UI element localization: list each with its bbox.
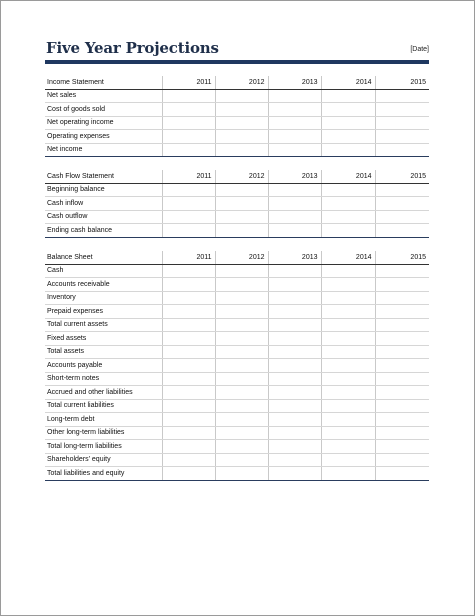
value-cell[interactable] (375, 386, 429, 400)
value-cell[interactable] (162, 291, 215, 305)
value-cell[interactable] (162, 399, 215, 413)
value-cell[interactable] (268, 440, 321, 454)
row-label: Other long-term liabilities (45, 426, 162, 440)
value-cell[interactable] (375, 345, 429, 359)
value-cell[interactable] (215, 130, 268, 144)
value-cell[interactable] (321, 130, 375, 144)
value-cell[interactable] (162, 89, 215, 103)
value-cell[interactable] (162, 426, 215, 440)
value-cell[interactable] (375, 318, 429, 332)
value-cell[interactable] (375, 130, 429, 144)
table-row (45, 453, 429, 467)
value-cell[interactable] (268, 305, 321, 319)
table-row (45, 183, 429, 197)
table-row (45, 413, 429, 427)
value-cell[interactable] (321, 305, 375, 319)
value-cell[interactable] (162, 359, 215, 373)
year-header: 2011 (162, 251, 215, 264)
value-cell[interactable] (321, 372, 375, 386)
value-cell[interactable] (268, 426, 321, 440)
table-row (45, 399, 429, 413)
value-cell[interactable] (321, 467, 375, 481)
value-cell[interactable] (215, 197, 268, 211)
table-header-row (45, 170, 429, 183)
income-statement-table (45, 76, 429, 157)
page-title: Five Year Projections (46, 39, 219, 57)
balance-sheet-table (45, 251, 429, 481)
row-label: Total liabilities and equity (45, 467, 162, 481)
value-cell[interactable] (162, 116, 215, 130)
value-cell[interactable] (215, 224, 268, 238)
table-row (45, 386, 429, 400)
table-row (45, 278, 429, 292)
value-cell[interactable] (162, 453, 215, 467)
value-cell[interactable] (215, 426, 268, 440)
year-header: 2013 (268, 76, 321, 89)
row-label: Cost of goods sold (45, 103, 162, 117)
row-label: Total long-term liabilities (45, 440, 162, 454)
row-label: Cash (45, 264, 162, 278)
row-label: Cash outflow (45, 210, 162, 224)
table-row (45, 197, 429, 211)
value-cell[interactable] (375, 359, 429, 373)
value-cell[interactable] (375, 291, 429, 305)
value-cell[interactable] (215, 210, 268, 224)
value-cell[interactable] (215, 89, 268, 103)
table-row (45, 305, 429, 319)
year-header: 2015 (375, 76, 429, 89)
value-cell[interactable] (215, 291, 268, 305)
value-cell[interactable] (268, 197, 321, 211)
value-cell[interactable] (162, 143, 215, 157)
row-label: Inventory (45, 291, 162, 305)
table-row (45, 103, 429, 117)
value-cell[interactable] (215, 359, 268, 373)
value-cell[interactable] (268, 318, 321, 332)
row-label: Total assets (45, 345, 162, 359)
value-cell[interactable] (375, 413, 429, 427)
value-cell[interactable] (375, 143, 429, 157)
value-cell[interactable] (375, 103, 429, 117)
value-cell[interactable] (321, 345, 375, 359)
value-cell[interactable] (162, 372, 215, 386)
row-label: Shareholders' equity (45, 453, 162, 467)
value-cell[interactable] (162, 103, 215, 117)
value-cell[interactable] (162, 264, 215, 278)
value-cell[interactable] (162, 197, 215, 211)
section-heading: Cash Flow Statement (45, 170, 162, 183)
value-cell[interactable] (375, 453, 429, 467)
value-cell[interactable] (321, 278, 375, 292)
table-row (45, 224, 429, 238)
value-cell[interactable] (268, 183, 321, 197)
table-row (45, 359, 429, 373)
table-row (45, 426, 429, 440)
value-cell[interactable] (215, 305, 268, 319)
row-label: Ending cash balance (45, 224, 162, 238)
row-label: Cash inflow (45, 197, 162, 211)
row-label: Fixed assets (45, 332, 162, 346)
value-cell[interactable] (268, 386, 321, 400)
value-cell[interactable] (321, 440, 375, 454)
value-cell[interactable] (268, 399, 321, 413)
table-row (45, 264, 429, 278)
value-cell[interactable] (268, 453, 321, 467)
value-cell[interactable] (215, 413, 268, 427)
table-header-row (45, 251, 429, 264)
row-label: Beginning balance (45, 183, 162, 197)
value-cell[interactable] (375, 116, 429, 130)
value-cell[interactable] (268, 332, 321, 346)
value-cell[interactable] (375, 372, 429, 386)
value-cell[interactable] (321, 359, 375, 373)
year-header: 2014 (321, 170, 375, 183)
table-row (45, 291, 429, 305)
year-header: 2013 (268, 251, 321, 264)
table-row (45, 130, 429, 144)
table-row (45, 440, 429, 454)
title-rule (45, 60, 429, 64)
value-cell[interactable] (321, 183, 375, 197)
year-header: 2012 (215, 170, 268, 183)
table-row (45, 345, 429, 359)
value-cell[interactable] (268, 89, 321, 103)
value-cell[interactable] (268, 291, 321, 305)
row-label: Short-term notes (45, 372, 162, 386)
row-label: Accrued and other liabilities (45, 386, 162, 400)
row-label: Net income (45, 143, 162, 157)
value-cell[interactable] (215, 332, 268, 346)
value-cell[interactable] (268, 224, 321, 238)
cash-flow-table (45, 170, 429, 238)
value-cell[interactable] (162, 332, 215, 346)
value-cell[interactable] (162, 386, 215, 400)
row-label: Accounts payable (45, 359, 162, 373)
value-cell[interactable] (268, 116, 321, 130)
value-cell[interactable] (268, 210, 321, 224)
value-cell[interactable] (375, 332, 429, 346)
value-cell[interactable] (321, 103, 375, 117)
value-cell[interactable] (268, 345, 321, 359)
value-cell[interactable] (321, 89, 375, 103)
value-cell[interactable] (162, 210, 215, 224)
year-header: 2012 (215, 76, 268, 89)
year-header: 2015 (375, 170, 429, 183)
value-cell[interactable] (321, 291, 375, 305)
value-cell[interactable] (162, 440, 215, 454)
value-cell[interactable] (162, 345, 215, 359)
value-cell[interactable] (375, 264, 429, 278)
value-cell[interactable] (268, 143, 321, 157)
value-cell[interactable] (215, 386, 268, 400)
value-cell[interactable] (375, 224, 429, 238)
row-label: Total current liabilities (45, 399, 162, 413)
value-cell[interactable] (375, 197, 429, 211)
value-cell[interactable] (268, 359, 321, 373)
value-cell[interactable] (215, 453, 268, 467)
value-cell[interactable] (375, 210, 429, 224)
table-header-row (45, 76, 429, 89)
value-cell[interactable] (375, 305, 429, 319)
row-label: Prepaid expenses (45, 305, 162, 319)
value-cell[interactable] (321, 332, 375, 346)
value-cell[interactable] (321, 318, 375, 332)
page-header (45, 39, 429, 61)
year-header: 2011 (162, 76, 215, 89)
value-cell[interactable] (268, 130, 321, 144)
value-cell[interactable] (215, 345, 268, 359)
value-cell[interactable] (162, 413, 215, 427)
value-cell[interactable] (215, 183, 268, 197)
row-label: Operating expenses (45, 130, 162, 144)
value-cell[interactable] (375, 440, 429, 454)
value-cell[interactable] (268, 278, 321, 292)
section-heading: Balance Sheet (45, 251, 162, 264)
value-cell[interactable] (375, 89, 429, 103)
table-row (45, 210, 429, 224)
value-cell[interactable] (215, 103, 268, 117)
value-cell[interactable] (215, 318, 268, 332)
year-header: 2015 (375, 251, 429, 264)
value-cell[interactable] (215, 278, 268, 292)
value-cell[interactable] (321, 426, 375, 440)
value-cell[interactable] (268, 467, 321, 481)
value-cell[interactable] (375, 399, 429, 413)
row-label: Long-term debt (45, 413, 162, 427)
row-label: Net operating income (45, 116, 162, 130)
table-row (45, 467, 429, 481)
value-cell[interactable] (162, 305, 215, 319)
value-cell[interactable] (268, 413, 321, 427)
year-header: 2013 (268, 170, 321, 183)
value-cell[interactable] (268, 264, 321, 278)
value-cell[interactable] (321, 453, 375, 467)
value-cell[interactable] (162, 130, 215, 144)
value-cell[interactable] (162, 278, 215, 292)
value-cell[interactable] (321, 224, 375, 238)
year-header: 2012 (215, 251, 268, 264)
value-cell[interactable] (375, 183, 429, 197)
value-cell[interactable] (321, 386, 375, 400)
value-cell[interactable] (215, 399, 268, 413)
value-cell[interactable] (321, 264, 375, 278)
row-label: Accounts receivable (45, 278, 162, 292)
value-cell[interactable] (375, 426, 429, 440)
value-cell[interactable] (162, 318, 215, 332)
value-cell[interactable] (162, 224, 215, 238)
section-heading: Income Statement (45, 76, 162, 89)
value-cell[interactable] (268, 103, 321, 117)
value-cell[interactable] (162, 467, 215, 481)
value-cell[interactable] (375, 278, 429, 292)
table-row (45, 332, 429, 346)
value-cell[interactable] (215, 143, 268, 157)
value-cell[interactable] (162, 183, 215, 197)
value-cell[interactable] (215, 467, 268, 481)
table-row (45, 89, 429, 103)
table-row (45, 143, 429, 157)
value-cell[interactable] (375, 467, 429, 481)
table-row (45, 372, 429, 386)
value-cell[interactable] (321, 413, 375, 427)
year-header: 2014 (321, 251, 375, 264)
value-cell[interactable] (215, 264, 268, 278)
value-cell[interactable] (321, 116, 375, 130)
row-label: Net sales (45, 89, 162, 103)
value-cell[interactable] (321, 143, 375, 157)
value-cell[interactable] (268, 372, 321, 386)
value-cell[interactable] (321, 210, 375, 224)
value-cell[interactable] (215, 116, 268, 130)
value-cell[interactable] (215, 440, 268, 454)
value-cell[interactable] (321, 399, 375, 413)
table-row (45, 116, 429, 130)
year-header: 2011 (162, 170, 215, 183)
date-field[interactable]: [Date] (410, 46, 429, 53)
year-header: 2014 (321, 76, 375, 89)
value-cell[interactable] (321, 197, 375, 211)
row-label: Total current assets (45, 318, 162, 332)
value-cell[interactable] (215, 372, 268, 386)
table-row (45, 318, 429, 332)
